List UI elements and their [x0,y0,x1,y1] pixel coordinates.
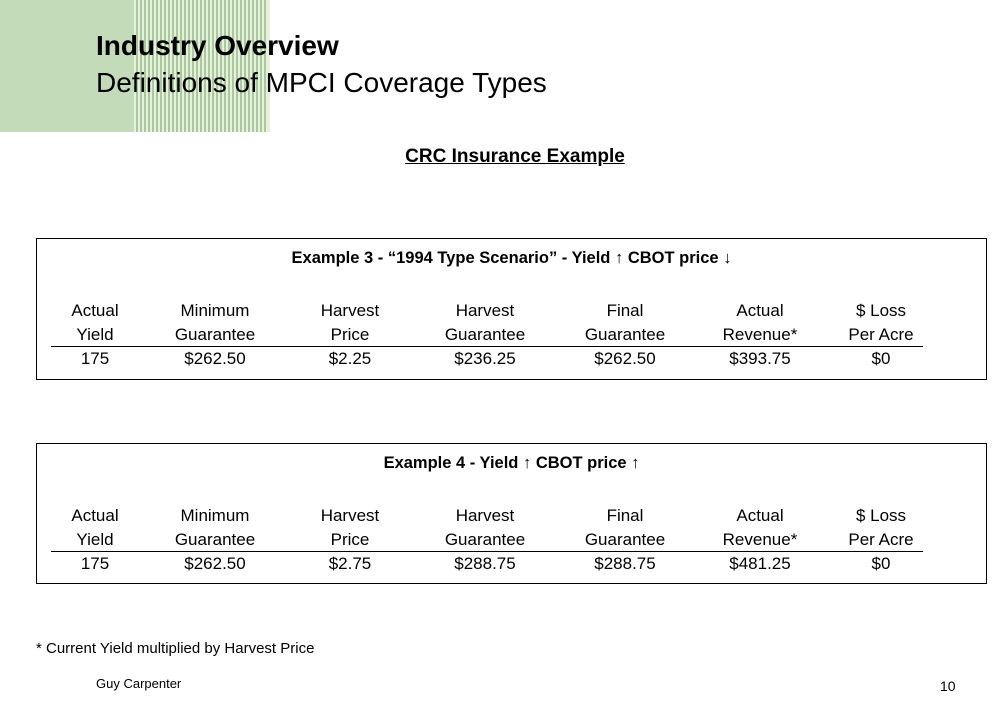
header-row-2 [45,323,945,347]
header-row-1 [45,504,945,528]
table-cell: $0 [871,554,891,573]
col-header: Revenue* [722,325,798,344]
arrow-up-icon: ↑ [522,454,532,472]
col-header: $ Loss [855,301,907,320]
table-cell: $393.75 [729,349,791,368]
col-header: Final [606,506,644,525]
col-header: Guarantee [444,325,526,344]
col-header: Actual [71,301,119,320]
table-cell: $236.25 [454,349,516,368]
table-cell: $288.75 [594,554,656,573]
col-header: Actual [736,301,784,320]
col-header: $ Loss [855,506,907,525]
page-number: 10 [940,678,956,694]
col-header: Actual [736,506,784,525]
table-cell: 175 [80,554,110,573]
col-header: Per Acre [848,325,914,344]
col-header: Minimum [180,506,250,525]
col-header: Guarantee [174,325,256,344]
col-header: Guarantee [444,530,526,549]
col-header: Minimum [180,301,250,320]
col-header: Guarantee [584,530,666,549]
table-row [45,552,945,576]
table-cell: $2.25 [328,349,372,368]
col-header: Harvest [320,301,380,320]
example-4-box [36,443,987,584]
table-cell: $2.75 [328,554,372,573]
page-title: Industry Overview [96,30,339,61]
example-table [45,504,945,576]
col-header: Revenue* [722,530,798,549]
col-header: Yield [76,325,114,344]
col-header: Final [606,301,644,320]
col-header: Price [330,530,370,549]
header-row-1 [45,299,945,323]
table-cell: 175 [80,349,110,368]
col-header: Guarantee [174,530,256,549]
arrow-up-icon: ↑ [631,454,640,472]
page-subtitle: Definitions of MPCI Coverage Types [96,67,547,98]
example-title: Example 3 - “1994 Type Scenario” - Yield ↑ CBOT price ↓ [291,249,732,267]
table-row [45,347,945,371]
table-cell: $262.50 [594,349,656,368]
table-cell: $262.50 [184,349,246,368]
table-cell: $0 [871,349,891,368]
section-title: CRC Insurance Example [405,146,625,167]
example-3-box [36,238,987,380]
col-header: Yield [76,530,114,549]
arrow-up-icon: ↑ [614,249,624,267]
col-header: Harvest [320,506,380,525]
col-header: Price [330,325,370,344]
col-header: Harvest [455,506,515,525]
table-cell: $288.75 [454,554,516,573]
company-name: Guy Carpenter [96,676,182,691]
col-header: Harvest [455,301,515,320]
table-cell: $262.50 [184,554,246,573]
header-row-2 [45,528,945,552]
footnote: * Current Yield multiplied by Harvest Price [36,640,315,657]
col-header: Guarantee [584,325,666,344]
table-cell: $481.25 [729,554,791,573]
col-header: Per Acre [848,530,914,549]
col-header: Actual [71,506,119,525]
arrow-down-icon: ↓ [723,249,732,267]
example-table [45,299,945,371]
example-title: Example 4 - Yield ↑ CBOT price ↑ [383,454,640,472]
